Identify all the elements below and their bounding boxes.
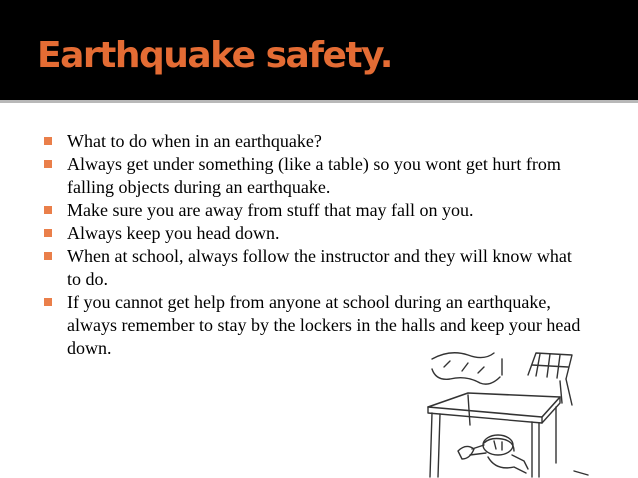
- square-bullet-icon: [44, 229, 52, 237]
- bullet-text: Always get under something (like a table) so you wont get hurt from falling objects during an earthquake.: [67, 154, 561, 197]
- bullet-text: When at school, always follow the instructor and they will know what to do.: [67, 246, 572, 289]
- bullet-text: Always keep you head down.: [67, 223, 280, 243]
- title-divider: [0, 100, 638, 103]
- title-bar: [0, 0, 638, 100]
- square-bullet-icon: [44, 160, 52, 168]
- bullet-text: What to do when in an earthquake?: [67, 131, 322, 151]
- bullet-list: [43, 130, 583, 360]
- student-sketch: [458, 435, 528, 473]
- desk-cover-illustration: [410, 345, 590, 478]
- bullet-item: [43, 130, 583, 153]
- bullet-item: [43, 245, 583, 291]
- floor-line: [574, 471, 588, 475]
- square-bullet-icon: [44, 252, 52, 260]
- bullet-item: [43, 222, 583, 245]
- bullet-item: [43, 199, 583, 222]
- bullet-text: Make sure you are away from stuff that may fall on you.: [67, 200, 474, 220]
- bullet-item: [43, 153, 583, 199]
- square-bullet-icon: [44, 137, 52, 145]
- slide-title: Earthquake safety.: [37, 35, 392, 76]
- square-bullet-icon: [44, 298, 52, 306]
- square-bullet-icon: [44, 206, 52, 214]
- bullet-text: If you cannot get help from anyone at school during an earthquake, always remember to stay by the lockers in the halls and keep your head down.: [67, 292, 581, 358]
- scribble-sketch: [432, 353, 502, 384]
